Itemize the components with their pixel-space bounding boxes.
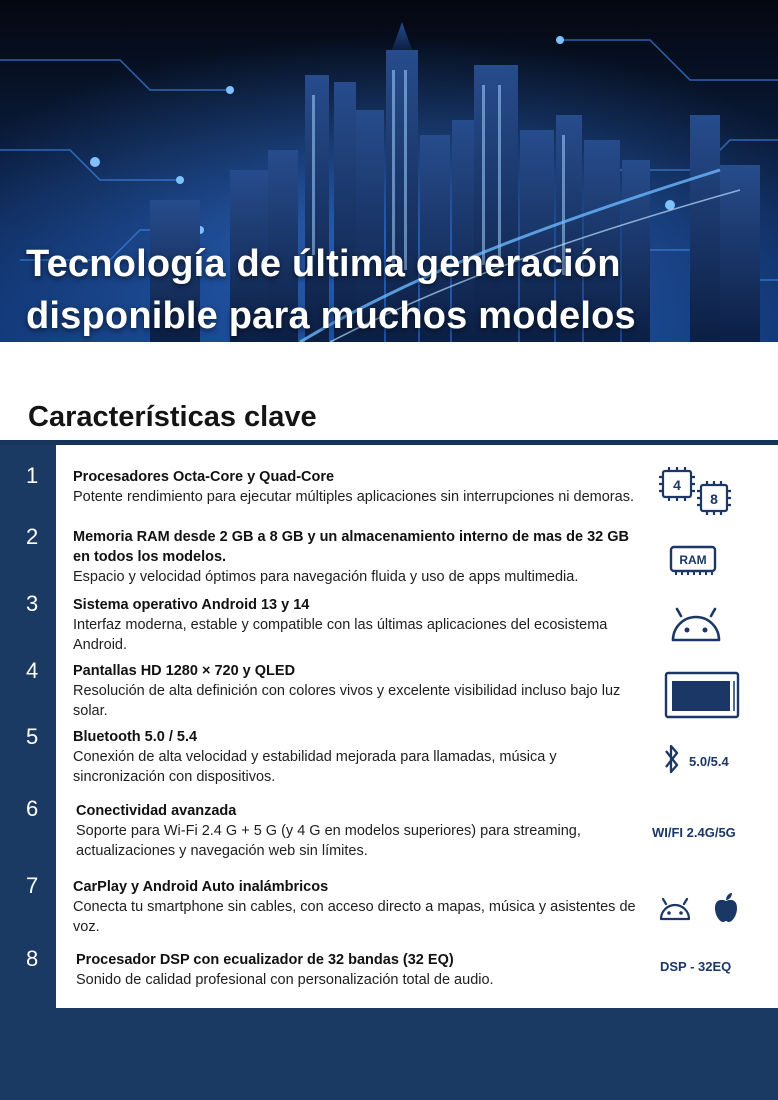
screen-icon (664, 671, 740, 719)
processor-chips-icon (655, 463, 737, 519)
feature-title: Procesadores Octa-Core y Quad-Core (73, 469, 335, 485)
feature-number: 1 (26, 463, 39, 488)
feature-description: Sonido de calidad profesional con personalización total de audio. (76, 972, 494, 988)
android-icon (669, 606, 723, 644)
feature-item (73, 527, 643, 587)
feature-title: Procesador DSP con ecualizador de 32 bandas (32 EQ) (76, 952, 454, 968)
feature-number: 2 (26, 524, 39, 549)
section-header-band (0, 342, 778, 440)
feature-title: Bluetooth 5.0 / 5.4 (73, 729, 198, 745)
feature-number: 7 (26, 873, 39, 898)
feature-item (73, 467, 643, 507)
ram-icon (668, 543, 718, 577)
feature-description: Soporte para Wi-Fi 2.4 G + 5 G (y 4 G en modelos superiores) para streaming, actualizaciones y navegación web sin límites. (76, 823, 581, 859)
hero-title-line-1: Tecnología de última generación (26, 243, 621, 285)
feature-number: 3 (26, 591, 39, 616)
feature-title: Conectividad avanzada (76, 803, 237, 819)
dsp-label: DSP - 32EQ (660, 959, 732, 974)
feature-item (73, 727, 643, 787)
feature-number: 8 (26, 946, 39, 971)
feature-item (76, 801, 636, 861)
feature-description: Conecta tu smartphone sin cables, con acceso directo a mapas, música y asistentes de voz. (73, 899, 636, 935)
feature-item (73, 661, 643, 721)
feature-item (73, 595, 643, 655)
apple-icon (712, 892, 740, 924)
wifi-label: WI/FI 2.4G/5G (652, 825, 736, 840)
feature-title: CarPlay y Android Auto inalámbricos (73, 879, 329, 895)
feature-title: Memoria RAM desde 2 GB a 8 GB y un almacenamiento interno de mas de 32 GB en todos los modelos. (73, 529, 629, 565)
bluetooth-icon (664, 741, 680, 777)
chip-label-8: 8 (710, 491, 718, 507)
ram-label: RAM (679, 553, 707, 567)
feature-description: Conexión de alta velocidad y estabilidad mejorada para llamadas, música y sincronización con dispositivos. (73, 749, 557, 785)
bluetooth-version-label: 5.0/5.4 (689, 754, 729, 769)
feature-description: Espacio y velocidad óptimos para navegación fluida y uso de apps multimedia. (73, 569, 579, 585)
feature-description: Resolución de alta definición con colores vivos y excelente visibilidad incluso bajo luz solar. (73, 683, 621, 719)
feature-title: Pantallas HD 1280 × 720 y QLED (73, 663, 296, 679)
feature-description: Interfaz moderna, estable y compatible con las últimas aplicaciones del ecosistema Android. (73, 617, 608, 653)
hero-title-line-2: disponible para muchos modelos (26, 295, 636, 337)
chip-label-4: 4 (673, 477, 681, 493)
feature-number: 6 (26, 796, 39, 821)
android-auto-icon (658, 898, 692, 922)
hero-banner (0, 0, 778, 342)
feature-item (76, 950, 646, 990)
feature-item (73, 877, 643, 937)
hero-title (26, 238, 766, 342)
feature-number: 5 (26, 724, 39, 749)
feature-number: 4 (26, 658, 39, 683)
feature-description: Potente rendimiento para ejecutar múltiples aplicaciones sin interrupciones ni demoras. (73, 489, 634, 505)
section-title: Características clave (28, 401, 317, 433)
feature-title: Sistema operativo Android 13 y 14 (73, 597, 310, 613)
